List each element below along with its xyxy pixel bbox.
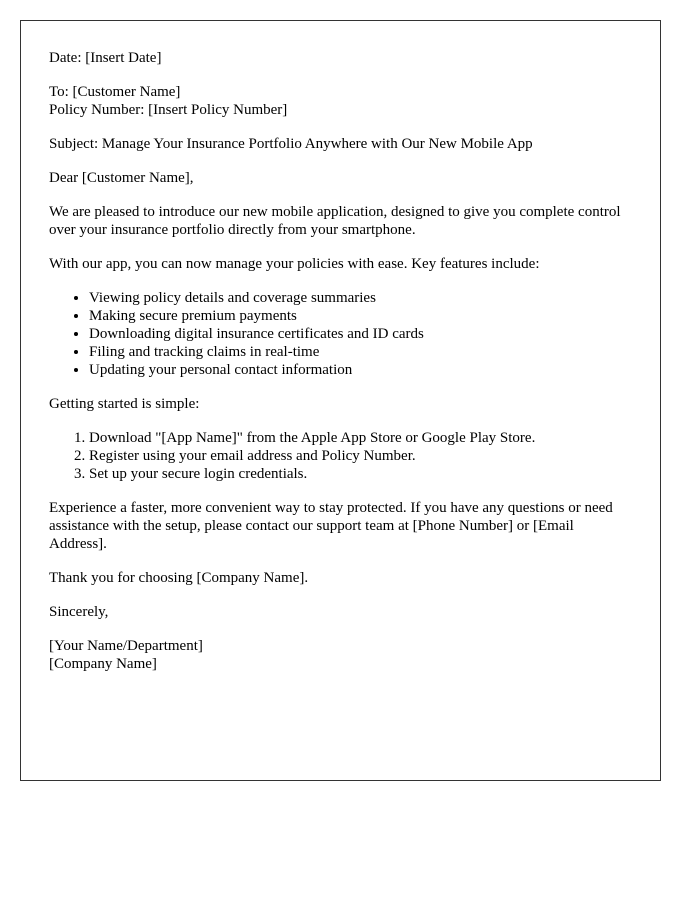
features-intro: With our app, you can now manage your policies with ease. Key features include: xyxy=(49,256,540,272)
recipient-block xyxy=(49,83,632,119)
signature-company: [Company Name] xyxy=(49,656,157,672)
date-line: Date: [Insert Date] xyxy=(49,50,162,66)
list-item: • Making secure premium payments xyxy=(89,307,632,325)
steps-list xyxy=(49,429,632,483)
steps-intro: Getting started is simple: xyxy=(49,396,200,412)
letter-page xyxy=(20,20,661,781)
list-item: • Viewing policy details and coverage summaries xyxy=(89,289,632,307)
signature-name: [Your Name/Department] xyxy=(49,638,203,654)
list-item: 1. Download "[App Name]" from the Apple App Store or Google Play Store. xyxy=(89,429,632,447)
features-list xyxy=(49,289,632,379)
signature-block xyxy=(49,637,632,673)
closing: Sincerely, xyxy=(49,604,109,620)
policy-number-line: Policy Number: [Insert Policy Number] xyxy=(49,102,288,118)
support-paragraph: Experience a faster, more convenient way to stay protected. If you have any questions or need assistance with the setup, please contact our support team at [Phone Number] or [Email Address]. xyxy=(49,500,613,552)
subject-line: Subject: Manage Your Insurance Portfolio Anywhere with Our New Mobile App xyxy=(49,136,533,152)
to-line: To: [Customer Name] xyxy=(49,84,181,100)
thanks-line: Thank you for choosing [Company Name]. xyxy=(49,570,309,586)
intro-paragraph: We are pleased to introduce our new mobile application, designed to give you complete control over your insurance portfolio directly from your smartphone. xyxy=(49,204,621,238)
list-item: 3. Set up your secure login credentials. xyxy=(89,465,632,483)
list-item: • Filing and tracking claims in real-time xyxy=(89,343,632,361)
list-item: • Downloading digital insurance certificates and ID cards xyxy=(89,325,632,343)
list-item: • Updating your personal contact information xyxy=(89,361,632,379)
salutation: Dear [Customer Name], xyxy=(49,170,194,186)
list-item: 2. Register using your email address and Policy Number. xyxy=(89,447,632,465)
